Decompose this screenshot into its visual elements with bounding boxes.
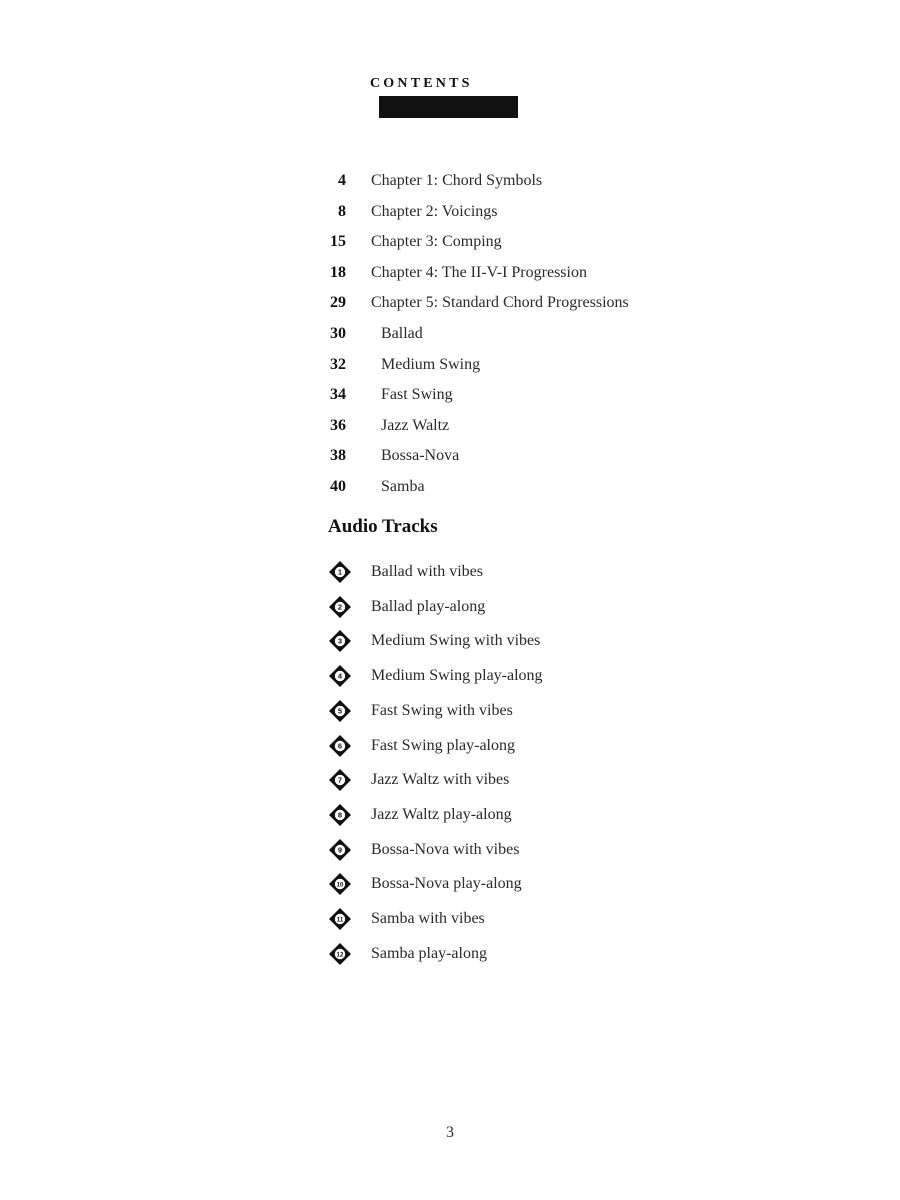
toc-entry-title: Medium Swing	[381, 355, 481, 373]
audio-track-item[interactable]	[0, 663, 900, 689]
toc-entry[interactable]	[0, 353, 900, 377]
toc-entry-title: Chapter 2: Voicings	[371, 202, 498, 220]
toc-entry-title: Fast Swing	[381, 386, 453, 404]
audio-track-item[interactable]	[0, 941, 900, 967]
page-title: CONTENTS	[370, 76, 473, 91]
track-number: 3	[337, 636, 343, 646]
toc-entry[interactable]	[0, 444, 900, 468]
track-number-diamond-icon	[329, 943, 351, 965]
audio-tracks-heading: Audio Tracks	[328, 516, 438, 537]
audio-track-title: Bossa-Nova play-along	[371, 875, 522, 893]
audio-track-title: Ballad with vibes	[371, 563, 483, 580]
toc-entry-title: Ballad	[381, 325, 423, 342]
toc-page-number: 32	[330, 355, 346, 373]
track-number-diamond-icon	[329, 839, 351, 861]
toc-entry-title: Samba	[381, 478, 425, 495]
toc-page-number: 30	[330, 325, 346, 342]
audio-track-item[interactable]	[0, 733, 900, 759]
toc-entry-title: Chapter 5: Standard Chord Progressions	[371, 294, 629, 312]
toc-entry[interactable]	[0, 230, 900, 254]
audio-track-item[interactable]	[0, 559, 900, 585]
track-number: 2	[337, 602, 343, 612]
title-bar-decoration	[379, 96, 518, 118]
audio-track-title: Ballad play-along	[371, 597, 486, 615]
toc-page-number: 15	[330, 233, 346, 251]
track-number: 5	[337, 706, 343, 716]
toc-entry-title: Bossa-Nova	[381, 447, 460, 465]
track-number: 11	[336, 916, 344, 924]
toc-entry[interactable]	[0, 291, 900, 315]
toc-entry[interactable]	[0, 261, 900, 285]
audio-track-item[interactable]	[0, 837, 900, 863]
toc-entry-title: Chapter 3: Comping	[371, 233, 502, 251]
page-number: 3	[446, 1124, 454, 1141]
audio-track-item[interactable]	[0, 802, 900, 828]
toc-entry-title: Jazz Waltz	[381, 416, 450, 434]
track-number: 4	[337, 671, 343, 681]
track-number-diamond-icon	[329, 630, 351, 652]
toc-page-number: 29	[330, 294, 346, 312]
track-number: 6	[337, 741, 343, 751]
track-number-diamond-icon	[329, 804, 351, 826]
track-number-diamond-icon	[329, 769, 351, 791]
toc-entry-title: Chapter 1: Chord Symbols	[371, 172, 543, 189]
toc-page-number: 4	[338, 172, 346, 189]
track-number-diamond-icon	[329, 908, 351, 930]
track-number: 12	[336, 951, 344, 959]
toc-entry[interactable]	[0, 169, 900, 193]
track-number: 9	[337, 845, 343, 855]
toc-page-number: 34	[330, 386, 346, 404]
audio-track-title: Samba play-along	[371, 944, 487, 962]
track-number: 1	[337, 567, 343, 577]
track-number: 8	[337, 810, 343, 820]
toc-page-number: 8	[338, 202, 346, 220]
toc-page-number: 18	[330, 263, 346, 281]
track-number-diamond-icon	[329, 596, 351, 618]
audio-track-item[interactable]	[0, 628, 900, 654]
track-number-diamond-icon	[329, 700, 351, 722]
audio-track-item[interactable]	[0, 767, 900, 793]
toc-page-number: 40	[330, 478, 346, 495]
audio-track-item[interactable]	[0, 906, 900, 932]
track-number-diamond-icon	[329, 735, 351, 757]
track-number-diamond-icon	[329, 873, 351, 895]
track-number: 10	[336, 881, 344, 889]
audio-track-title: Bossa-Nova with vibes	[371, 840, 520, 858]
track-number-diamond-icon	[329, 561, 351, 583]
track-number-diamond-icon	[329, 665, 351, 687]
toc-entry[interactable]	[0, 200, 900, 224]
audio-track-title: Jazz Waltz with vibes	[371, 771, 510, 789]
audio-track-item[interactable]	[0, 698, 900, 724]
audio-track-title: Medium Swing with vibes	[371, 632, 541, 650]
toc-page-number: 36	[330, 416, 346, 434]
audio-track-item[interactable]	[0, 594, 900, 620]
audio-track-title: Medium Swing play-along	[371, 667, 543, 685]
audio-track-title: Fast Swing play-along	[371, 736, 515, 754]
toc-page-number: 38	[330, 447, 346, 465]
audio-track-title: Samba with vibes	[371, 910, 485, 927]
toc-entry[interactable]	[0, 322, 900, 346]
track-number: 7	[337, 775, 343, 785]
audio-track-item[interactable]	[0, 871, 900, 897]
toc-entry[interactable]	[0, 475, 900, 499]
toc-entry[interactable]	[0, 414, 900, 438]
audio-track-title: Fast Swing with vibes	[371, 701, 513, 719]
audio-track-title: Jazz Waltz play-along	[371, 805, 512, 823]
toc-entry-title: Chapter 4: The II-V-I Progression	[371, 263, 587, 281]
toc-entry[interactable]	[0, 383, 900, 407]
